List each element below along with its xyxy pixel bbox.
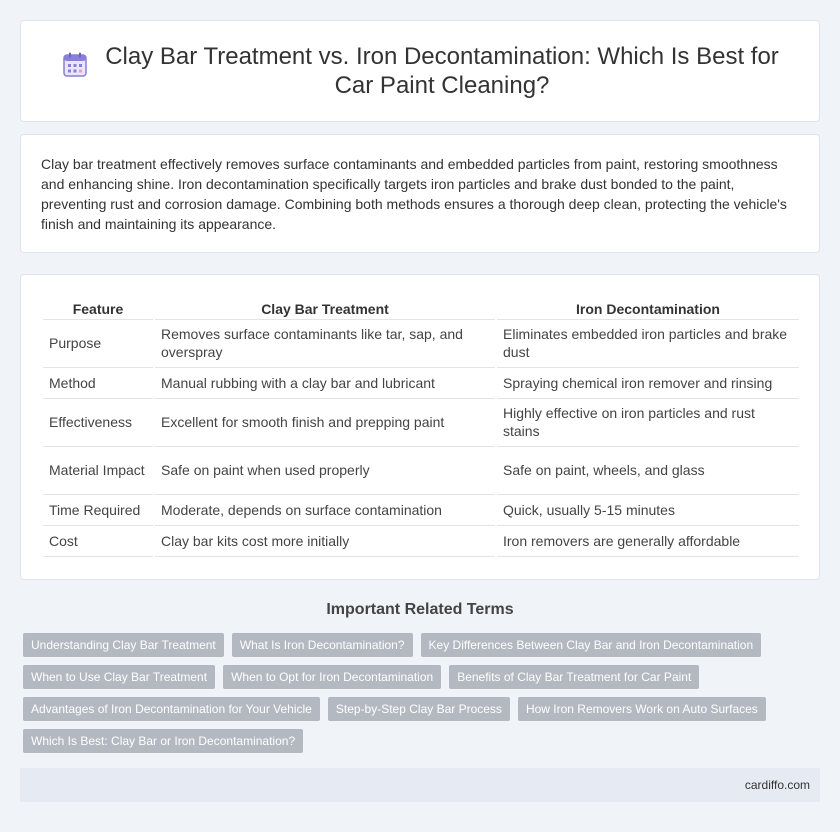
feature-cell: Time Required xyxy=(43,494,154,525)
feature-cell: Purpose xyxy=(43,319,154,367)
feature-cell: Effectiveness xyxy=(43,398,154,446)
iron-decon-cell: Iron removers are generally affordable xyxy=(496,525,799,556)
clay-bar-cell: Moderate, depends on surface contamination xyxy=(154,494,496,525)
iron-decon-cell: Eliminates embedded iron particles and brake dust xyxy=(496,319,799,367)
iron-decon-cell: Quick, usually 5-15 minutes xyxy=(496,494,799,525)
clay-bar-cell: Safe on paint when used properly xyxy=(154,446,496,494)
iron-decon-cell: Highly effective on iron particles and rust stains xyxy=(496,398,799,446)
related-term-tag[interactable]: Benefits of Clay Bar Treatment for Car Paint xyxy=(449,665,699,689)
feature-cell: Cost xyxy=(43,525,154,556)
table-row xyxy=(43,398,799,446)
related-terms-list xyxy=(23,633,813,761)
footer-site-link[interactable]: cardiffo.com xyxy=(744,778,810,792)
table-row xyxy=(43,319,799,367)
intro-card xyxy=(20,134,820,253)
title-card xyxy=(20,20,820,122)
table-header-row xyxy=(43,295,799,319)
related-term-tag[interactable]: When to Use Clay Bar Treatment xyxy=(23,665,215,689)
footer xyxy=(20,768,820,802)
table-row xyxy=(43,446,799,494)
related-term-tag[interactable]: What Is Iron Decontamination? xyxy=(232,633,413,657)
clay-bar-cell: Manual rubbing with a clay bar and lubricant xyxy=(154,367,496,398)
table-row xyxy=(43,494,799,525)
clay-bar-cell: Excellent for smooth finish and prepping paint xyxy=(154,398,496,446)
intro-paragraph: Clay bar treatment effectively removes surface contaminants and embedded particles from paint, restoring smoothness and enhancing shine. Iron decontamination specifically targets iron particles and brake dust bonded to the paint, preventing rust and corrosion damage. Combining both methods ensures a thorough deep clean, protecting the vehicle's finish and maintaining its appearance. xyxy=(41,156,787,232)
iron-decon-cell: Safe on paint, wheels, and glass xyxy=(496,446,799,494)
related-terms-heading: Important Related Terms xyxy=(326,601,514,618)
header-iron-decon: Iron Decontamination xyxy=(496,295,799,319)
comparison-card xyxy=(20,274,820,580)
comparison-table xyxy=(43,295,799,557)
related-term-tag[interactable]: Key Differences Between Clay Bar and Iron Decontamination xyxy=(421,633,762,657)
feature-cell: Material Impact xyxy=(43,446,154,494)
calendar-icon xyxy=(60,50,90,80)
related-term-tag[interactable]: Understanding Clay Bar Treatment xyxy=(23,633,224,657)
related-term-tag[interactable]: Step-by-Step Clay Bar Process xyxy=(328,697,510,721)
page-title: Clay Bar Treatment vs. Iron Decontamination: Which Is Best for Car Paint Cleaning? xyxy=(105,43,779,99)
clay-bar-cell: Clay bar kits cost more initially xyxy=(154,525,496,556)
header-clay-bar: Clay Bar Treatment xyxy=(154,295,496,319)
title-wrap xyxy=(60,42,780,100)
table-row xyxy=(43,367,799,398)
related-term-tag[interactable]: Which Is Best: Clay Bar or Iron Decontamination? xyxy=(23,729,303,753)
clay-bar-cell: Removes surface contaminants like tar, sap, and overspray xyxy=(154,319,496,367)
table-row xyxy=(43,525,799,556)
header-feature: Feature xyxy=(43,295,154,319)
feature-cell: Method xyxy=(43,367,154,398)
iron-decon-cell: Spraying chemical iron remover and rinsing xyxy=(496,367,799,398)
related-term-tag[interactable]: When to Opt for Iron Decontamination xyxy=(223,665,441,689)
related-term-tag[interactable]: Advantages of Iron Decontamination for Your Vehicle xyxy=(23,697,320,721)
related-term-tag[interactable]: How Iron Removers Work on Auto Surfaces xyxy=(518,697,766,721)
